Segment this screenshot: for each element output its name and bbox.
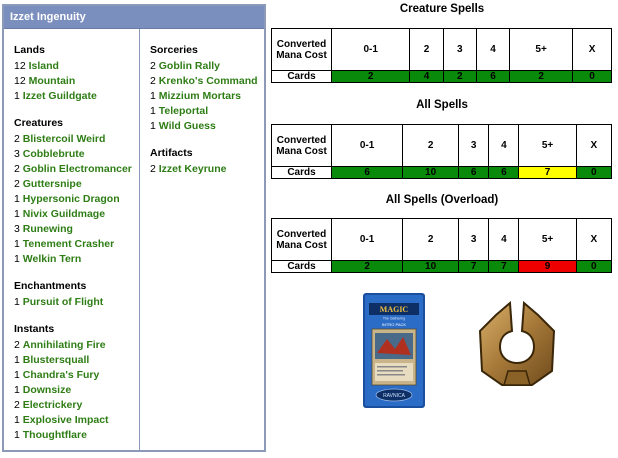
mana-cost-column: X (573, 29, 612, 71)
mana-cost-column: 3 (459, 125, 489, 167)
card-entry (14, 398, 139, 413)
card-quantity: 2 (150, 75, 156, 87)
card-entry (150, 119, 266, 134)
mana-cost-column: X (576, 219, 611, 261)
card-name-link[interactable]: Cobblebrute (22, 148, 85, 160)
mana-cost-header: Converted Mana Cost (272, 219, 332, 261)
card-name-link[interactable]: Goblin Rally (158, 60, 221, 72)
all-spells-title: All Spells (416, 99, 468, 111)
card-count-cell: 7 (519, 167, 576, 179)
section-title: Enchantments (14, 280, 87, 292)
overload-spells-title: All Spells (Overload) (385, 194, 499, 206)
deck-title: Izzet Ingenuity (4, 6, 264, 29)
intro-pack-image (363, 293, 425, 408)
card-quantity: 2 (14, 163, 20, 175)
card-count-cell: 6 (476, 71, 509, 83)
creature-spells-table (271, 28, 612, 83)
card-name-link[interactable]: Krenko's Command (158, 75, 258, 87)
card-name-link[interactable]: Annihilating Fire (22, 339, 106, 351)
mana-cost-column: 4 (476, 29, 509, 71)
section-title: Instants (14, 323, 55, 335)
card-count-cell: 0 (573, 71, 612, 83)
card-entry (14, 132, 139, 147)
card-entry (14, 252, 139, 267)
mana-cost-header: Converted Mana Cost (272, 29, 332, 71)
mana-cost-column: 0-1 (332, 29, 410, 71)
card-count-cell: 6 (332, 167, 403, 179)
card-count-cell: 4 (410, 71, 443, 83)
card-name-link[interactable]: Runewing (22, 223, 73, 235)
card-quantity: 2 (150, 163, 156, 175)
card-name-link[interactable]: Hypersonic Dragon (22, 193, 120, 205)
mana-cost-column: 0-1 (332, 125, 403, 167)
card-name-link[interactable]: Island (28, 60, 59, 72)
card-entry (150, 162, 266, 177)
card-count-cell: 6 (459, 167, 489, 179)
card-name-link[interactable]: Nivix Guildmage (22, 208, 106, 220)
card-name-link[interactable]: Thoughtflare (22, 429, 87, 441)
card-name-link[interactable]: Blistercoil Weird (22, 133, 106, 145)
pack-label: INTRO PACK (381, 322, 407, 327)
deck-column-1 (4, 29, 140, 450)
card-entry (14, 222, 139, 237)
cards-row-label: Cards (272, 167, 332, 179)
pack-set-name: RAVNICA (383, 393, 405, 399)
section-title: Sorceries (150, 44, 198, 56)
card-quantity: 3 (14, 223, 20, 235)
card-entry (14, 383, 139, 398)
cards-row-label: Cards (272, 261, 332, 273)
card-entry (150, 104, 266, 119)
section-title: Lands (14, 44, 45, 56)
izzet-guild-icon (478, 301, 556, 387)
card-quantity: 2 (150, 60, 156, 72)
mana-cost-column: 5+ (510, 29, 573, 71)
card-entry (14, 89, 139, 104)
card-quantity: 1 (150, 90, 156, 102)
mana-cost-column: X (576, 125, 611, 167)
card-count-cell: 2 (332, 261, 403, 273)
card-quantity: 3 (14, 148, 20, 160)
card-count-cell: 7 (489, 261, 519, 273)
pack-logo: MAGIC (379, 305, 409, 314)
mana-cost-column: 2 (410, 29, 443, 71)
card-entry (14, 428, 139, 443)
card-quantity: 1 (14, 193, 20, 205)
card-count-cell: 6 (489, 167, 519, 179)
card-entry (14, 207, 139, 222)
card-count-cell: 7 (459, 261, 489, 273)
card-name-link[interactable]: Mountain (28, 75, 76, 87)
card-count-cell: 10 (403, 261, 459, 273)
deck-column-2 (140, 29, 266, 450)
overload-spells-table (271, 218, 612, 273)
card-quantity: 1 (14, 354, 20, 366)
card-entry (150, 59, 266, 74)
card-count-cell: 2 (332, 71, 410, 83)
mana-cost-column: 3 (459, 219, 489, 261)
card-entry (150, 89, 266, 104)
card-entry (14, 237, 139, 252)
card-quantity: 1 (150, 105, 156, 117)
card-quantity: 1 (14, 369, 20, 381)
card-name-link[interactable]: Pursuit of Flight (22, 296, 104, 308)
mana-cost-header: Converted Mana Cost (272, 125, 332, 167)
mana-cost-column: 2 (403, 219, 459, 261)
card-name-link[interactable]: Izzet Keyrune (158, 163, 227, 175)
card-name-link[interactable]: Mizzium Mortars (158, 90, 242, 102)
mana-cost-column: 2 (403, 125, 459, 167)
card-name-link[interactable]: Izzet Guildgate (22, 90, 97, 102)
card-quantity: 1 (14, 90, 20, 102)
card-quantity: 2 (14, 178, 20, 190)
card-entry (14, 192, 139, 207)
card-name-link[interactable]: Blustersquall (22, 354, 90, 366)
card-entry (150, 74, 266, 89)
card-quantity: 1 (14, 238, 20, 250)
card-name-link[interactable]: Welkin Tern (22, 253, 82, 265)
pack-subtitle: The Gathering (382, 316, 406, 321)
card-entry (14, 177, 139, 192)
mana-cost-column: 0-1 (332, 219, 403, 261)
card-entry (14, 147, 139, 162)
card-quantity: 1 (14, 414, 20, 426)
card-name-link[interactable]: Downsize (22, 384, 72, 396)
card-name-link[interactable]: Tenement Crasher (22, 238, 115, 250)
card-name-link[interactable]: Wild Guess (158, 120, 216, 132)
card-count-cell: 0 (576, 261, 611, 273)
all-spells-table (271, 124, 612, 179)
card-name-link[interactable]: Chandra's Fury (22, 369, 100, 381)
card-count-cell: 0 (576, 167, 611, 179)
card-quantity: 12 (14, 75, 26, 87)
mana-cost-column: 5+ (519, 125, 576, 167)
creature-spells-title: Creature Spells (399, 3, 485, 15)
card-count-cell: 2 (510, 71, 573, 83)
card-entry (14, 338, 139, 353)
card-quantity: 2 (14, 133, 20, 145)
card-count-cell: 2 (443, 71, 476, 83)
cards-row-label: Cards (272, 71, 332, 83)
card-quantity: 1 (14, 296, 20, 308)
card-count-cell: 9 (519, 261, 576, 273)
card-entry (14, 353, 139, 368)
card-quantity: 1 (14, 253, 20, 265)
card-count-cell: 10 (403, 167, 459, 179)
deck-list-panel (2, 4, 266, 452)
card-quantity: 12 (14, 60, 26, 72)
mana-cost-column: 5+ (519, 219, 576, 261)
card-quantity: 2 (14, 339, 20, 351)
card-entry (14, 162, 139, 177)
card-name-link[interactable]: Teleportal (158, 105, 209, 117)
card-quantity: 1 (14, 384, 20, 396)
card-quantity: 1 (150, 120, 156, 132)
card-entry (14, 413, 139, 428)
card-name-link[interactable]: Explosive Impact (22, 414, 109, 426)
section-title: Artifacts (150, 147, 193, 159)
card-entry (14, 368, 139, 383)
card-name-link[interactable]: Electrickery (22, 399, 83, 411)
card-quantity: 2 (14, 399, 20, 411)
mana-cost-column: 4 (489, 125, 519, 167)
card-name-link[interactable]: Goblin Electromancer (22, 163, 132, 175)
section-title: Creatures (14, 117, 64, 129)
card-name-link[interactable]: Guttersnipe (22, 178, 82, 190)
card-entry (14, 295, 139, 310)
card-entry (14, 74, 139, 89)
card-quantity: 1 (14, 208, 20, 220)
card-quantity: 1 (14, 429, 20, 441)
mana-cost-column: 4 (489, 219, 519, 261)
mana-cost-column: 3 (443, 29, 476, 71)
card-entry (14, 59, 139, 74)
